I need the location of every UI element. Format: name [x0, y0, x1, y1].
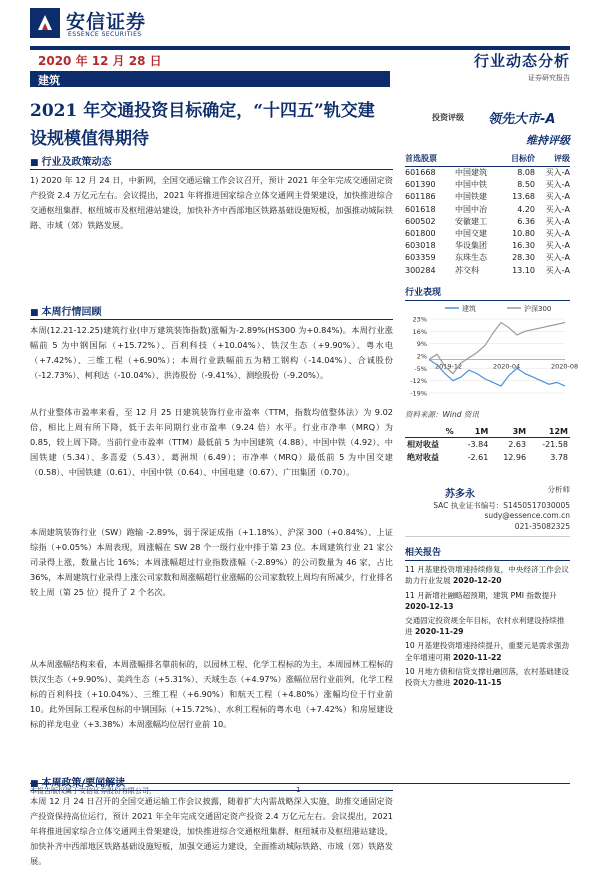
stock-cell: 东珠生态 [455, 253, 487, 263]
stock-header-name [455, 153, 500, 164]
stock-cell: 600502 [405, 216, 436, 226]
analyst-role: 分析师 [547, 484, 570, 494]
footer-disclaimer: 本报告版权属于安信证券股份有限公司， [30, 787, 156, 795]
stock-cell: 买入-A [545, 192, 570, 202]
related-report-date: 2020-11-29 [415, 627, 464, 637]
stock-cell: 28.30 [512, 253, 535, 263]
analyst-email[interactable]: sudy@essence.com.cn [484, 511, 570, 521]
related-report-date: 2020-12-20 [452, 576, 502, 586]
section-heading-review: ■ 本周行情回顾 [30, 303, 393, 320]
brand-name: 安信证券 [66, 11, 147, 33]
logo [30, 4, 170, 44]
sector-bar [30, 71, 390, 87]
review-paragraph-3: 本周建筑装饰行业（SW）跑输 -2.89%，弱于深证成指（+1.18%）、沪深 300（+0.84%）、上证综指（+0.05%）本周表现，周涨幅在 SW 28 个一级行业中排于第 23 位。本周建筑行业 21 家公司录得上涨，数量占比 16%；本周涨幅超过行业指数涨幅（-2.89%）的公司数量为 46 家，占比 36%，本周建筑行业录得上涨公司家数和周涨幅超行业涨幅的公司家数较上周均有所减少，行业排名较上周（第 25 位）提升了 2 个名次。 [30, 527, 393, 598]
stock-cell: 601186 [405, 192, 436, 202]
table-row [405, 240, 570, 252]
stock-header-price: 目标价 [511, 154, 535, 163]
stock-cell: 13.10 [512, 265, 535, 275]
sector-label: 建筑 [38, 74, 60, 87]
x-tick-label: 2019-12 [435, 362, 463, 371]
main-content [30, 153, 393, 871]
table-row [405, 451, 570, 464]
stock-cell: 买入-A [545, 216, 570, 226]
y-tick-label: 9% [416, 339, 427, 348]
rating-value: 领先大市-A [488, 112, 556, 127]
table-row [405, 228, 570, 240]
perf-header: 12M [528, 426, 570, 438]
related-report-item[interactable] [405, 615, 570, 637]
stock-cell: 6.36 [517, 216, 535, 226]
related-report-item[interactable] [405, 590, 570, 612]
x-tick-label: 2020-04 [493, 362, 521, 371]
table-row [405, 204, 570, 216]
related-report-title: 10 月地方债和信贷支撑社融回落，农村基础建设投资大力推进 [405, 666, 569, 688]
y-tick-label: -19% [410, 389, 427, 398]
y-tick-label: -5% [414, 364, 427, 373]
stock-cell: 601668 [405, 168, 436, 177]
related-report-item[interactable] [405, 564, 570, 586]
table-row [405, 179, 570, 191]
perf-cell: 相对收益 [407, 439, 439, 449]
stock-cell: 中国铁建 [455, 192, 487, 202]
page-title: 2021 年交通投资目标确定，“十四五”轨交建设规模值得期待 [30, 101, 375, 149]
y-tick-label: 23% [412, 315, 427, 324]
sidebar [405, 153, 579, 688]
analyst-license: SAC 执业证书编号：S1450517030005 [433, 500, 570, 510]
stock-header-pick: 首选股票 [405, 154, 437, 163]
stock-cell: 买入-A [545, 265, 570, 275]
stock-cell: 中国交建 [455, 228, 487, 238]
table-row [405, 437, 570, 451]
stock-cell: 买入-A [545, 204, 570, 214]
stock-cell: 买入-A [545, 253, 570, 263]
analyst-phone: 021-35082325 [514, 521, 570, 531]
report-date: 2020 年 12 月 28 日 [38, 54, 162, 68]
perf-cell: -2.61 [467, 452, 489, 462]
stock-cell: 4.20 [517, 204, 535, 214]
stock-cell: 603018 [405, 241, 436, 251]
related-report-title: 11 月基建投资增速持续修复，中央经济工作会议助力行业发展 [405, 565, 569, 586]
stock-cell: 8.08 [517, 168, 535, 177]
stock-cell: 中国中冶 [455, 204, 487, 214]
review-paragraph-2: 从行业整体市盈率来看，至 12 月 25 日建筑装饰行业市盈率（TTM，指数均值整体法）为 9.02 倍，相比上周有所下降，低于去年同期行业市盈率（9.24 倍）水平。行业市净率（MRQ）为 0.85，较上周下降。当前行业市盈率（TTM）最低前 5 为中国建筑（4.88）、中国中铁（4.92）、中国铁建（5.34）、多喜爱（5.43）、葛洲坝（6.49）；市净率（MRQ）最低前 5 为中国交建（0.58）、中国铁建（0.61）、中国中铁（0.64）、中国电建（0.67）、广田集团（0.70）。 [30, 407, 393, 478]
date-bar [30, 50, 192, 70]
y-tick-label: 2% [416, 352, 427, 361]
stock-cell: 华设集团 [455, 241, 487, 251]
review-paragraph-4: 从本周涨幅结构来看，本周涨幅排名靠前标的，以园林工程、化学工程标的为主，本周园林工程标的铁汉生态（+9.90%）、美尚生态（+5.31%）、天域生态（+4.97%）涨幅位居行业前列，化学工程标的百利科技（+10.04%）、三维工程（+6.90%）和航天工程（+4.80%）涨幅均位于行业前 10。此外国际工程承包标的中钢国际（+15.72%）、水利工程标的粤水电（+7.42%）和房屋建设标的祥龙电业（+3.38%）本周涨幅均位居行业前 10。 [30, 659, 393, 730]
report-type: 行业动态分析 [473, 52, 570, 70]
perf-header: 3M [490, 426, 528, 438]
perf-cell: -3.84 [467, 439, 489, 449]
related-report-title: 交通固定投资规全年目标，农村水利建设持续推进 [405, 616, 565, 637]
news-paragraph: 本周 12 月 24 日召开的全国交通运输工作会议披露，随着扩大内需战略深入实施，助推交通固定资产投资保持高位运行，预计 2021 年全年完成交通固定资产投资 2.4 万亿元左右。会议提出，2021 年将推进国家综合立体交通网主骨架建设，加快推进综合交通枢纽集群、枢纽城市及枢纽港站建设，加快补齐中西部地区铁路基础设施短板，加强交通运力建设，全面推动城际铁路、市域（郊）铁路发展。 [30, 796, 393, 867]
y-tick-label: 16% [412, 327, 427, 336]
legend-label: 建筑 [462, 304, 476, 313]
stock-cell: 买入-A [545, 241, 570, 251]
stock-table-header [405, 153, 570, 167]
review-paragraph-1: 本周(12.21-12.25)建筑行业(申万建筑装饰指数)涨幅为-2.89%(HS300 为+0.84%)。本周行业涨幅前 5 为中钢国际（+15.72%）、百利科技（+10.04%）、铁汉生态（+9.90%）、粤水电（+7.42%）、三维工程（+6.90%）；本周行业跌幅前五为精工钢构（-14.04%）、合诚股份（-12.73%）、柯利达（-10.04%）、洪涛股份（-9.41%）、测绘股份（-9.20%）。 [30, 325, 393, 381]
stock-cell: 中国中铁 [455, 180, 487, 190]
related-report-date: 2020-12-13 [405, 601, 454, 611]
analyst-name: 苏多永 [445, 488, 475, 500]
brand-english: ESSENCE SECURITIES [68, 31, 142, 38]
related-report-date: 2020-11-15 [452, 678, 502, 688]
related-list [405, 564, 570, 688]
related-report-title: 10 月基建投资增速持续提升，重要元是需求强劲全年增速可期 [405, 641, 569, 662]
stock-cell: 买入-A [545, 180, 570, 190]
performance-table [405, 426, 570, 464]
report-subtype: 证券研究报告 [528, 74, 570, 82]
stock-cell: 中国建筑 [455, 168, 487, 177]
stock-cell: 买入-A [545, 228, 570, 238]
stock-cell: 13.68 [512, 192, 535, 202]
stock-cell: 安徽建工 [455, 216, 487, 226]
stock-cell: 603359 [405, 253, 436, 263]
table-row [405, 426, 570, 438]
stock-cell: 苏交科 [455, 265, 479, 275]
stock-cell: 16.30 [512, 241, 535, 251]
stock-cell: 300284 [405, 265, 436, 275]
rating-maintain: 维持评级 [526, 134, 570, 147]
related-report-title: 11 月新增社融略超预期，建筑 PMI 指数提升 [405, 590, 557, 600]
perf-cell: 3.78 [550, 452, 568, 462]
perf-cell: -21.58 [542, 439, 568, 449]
performance-heading: 行业表现 [405, 285, 570, 301]
policy-paragraph: 1) 2020 年 12 月 24 日，中新网，全国交通运输工作会议召开，预计 2021 年全年完成交通固定资产投资 2.4 万亿元左右。会议提出，2021 年将推进国家综合立体交通网主骨架建设，加快推进综合交通枢纽集群、枢纽城市及枢纽港站建设，加快补齐中西部地区铁路基础设施短板，加强推动城际铁路、市域（郊）铁路发展。 [30, 175, 393, 231]
stock-table [405, 167, 570, 277]
rating-label: 投资评级 [432, 113, 464, 122]
table-row [405, 167, 570, 179]
table-row [405, 191, 570, 203]
stock-cell: 601800 [405, 228, 436, 238]
stock-header-rating: 评级 [554, 154, 570, 163]
stock-cell: 买入-A [545, 168, 570, 177]
perf-header: % [405, 426, 456, 438]
table-row [405, 265, 570, 277]
related-heading: 相关报告 [405, 545, 570, 561]
related-report-date: 2020-11-22 [452, 652, 502, 662]
perf-cell: 2.63 [508, 439, 527, 449]
stock-cell: 8.50 [517, 180, 535, 190]
x-tick-label: 2020-08 [551, 362, 579, 371]
performance-chart [405, 301, 579, 406]
y-tick-label: -12% [410, 376, 427, 385]
related-report-item[interactable] [405, 640, 570, 662]
related-report-item[interactable] [405, 666, 570, 688]
brand-logo-icon [30, 8, 60, 38]
perf-cell: 12.96 [503, 452, 527, 462]
analyst-block [405, 482, 570, 538]
perf-cell: 绝对收益 [407, 452, 439, 462]
stock-cell: 10.80 [512, 228, 535, 238]
stock-cell: 601390 [405, 180, 436, 190]
footer-rule [30, 783, 570, 784]
legend-label: 沪深300 [524, 304, 552, 313]
page-number: 1 [296, 786, 301, 794]
table-row [405, 252, 570, 264]
chart-source: 资料来源：Wind 资讯 [405, 409, 479, 419]
section-heading-policy: ■ 行业及政策动态 [30, 153, 393, 170]
table-row [405, 216, 570, 228]
stock-cell: 601618 [405, 204, 436, 214]
perf-header: 1M [456, 426, 491, 438]
